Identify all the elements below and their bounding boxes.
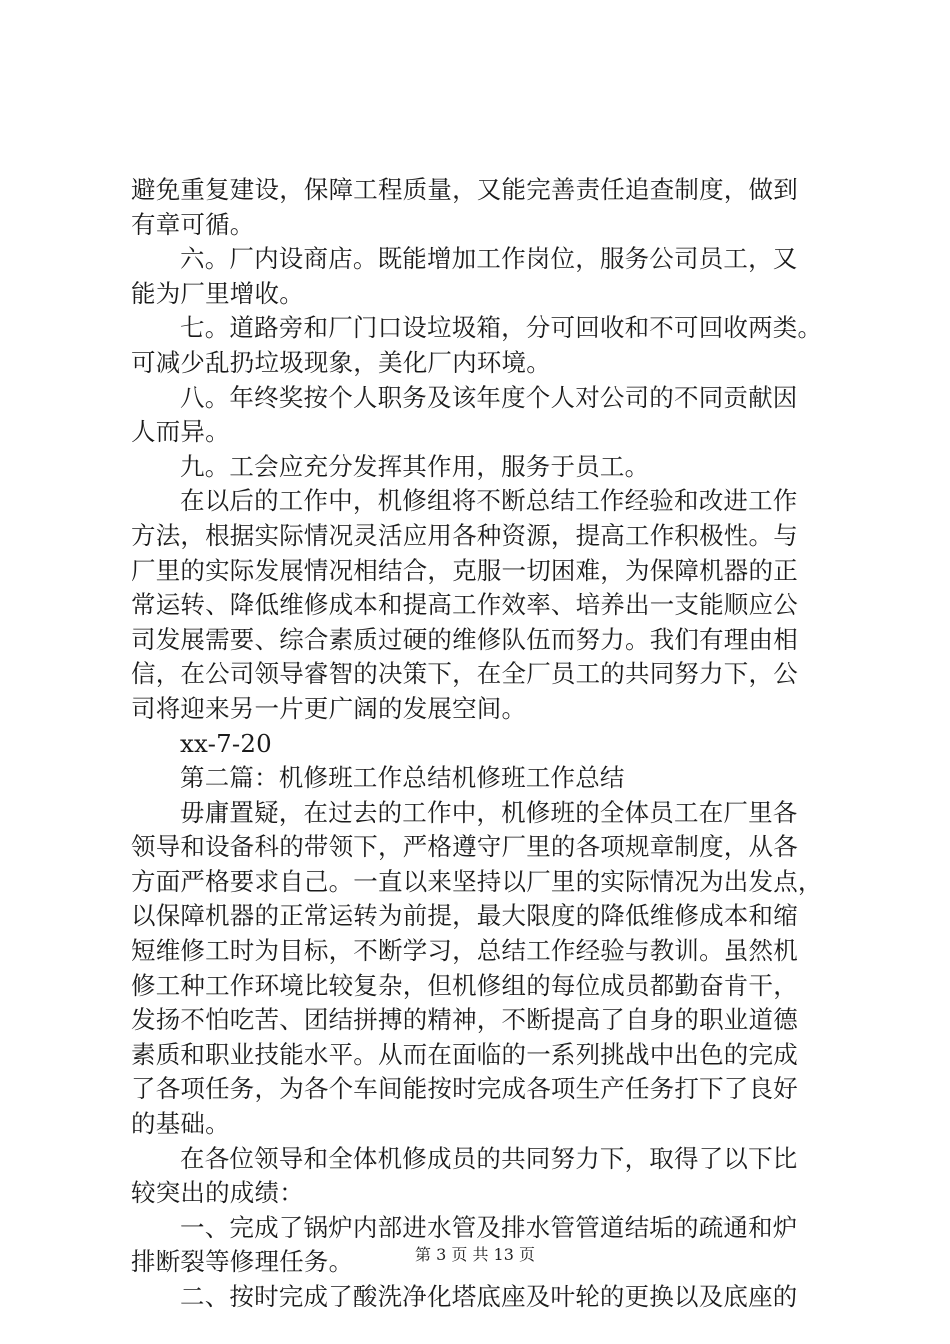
text-line: 短维修工时为目标，不断学习，总结工作经验与教训。虽然机 <box>131 936 798 966</box>
page-number-footer: 第 3 页 共 13 页 <box>415 1245 535 1264</box>
text-line: 司发展需要、综合素质过硬的维修队伍而努力。我们有理由相 <box>131 624 798 654</box>
text-line: 人而异。 <box>131 417 230 447</box>
text-line: 较突出的成绩： <box>131 1178 304 1208</box>
text-line: 领导和设备科的带领下，严格遵守厂里的各项规章制度，从各 <box>131 832 798 862</box>
text-line: 方面严格要求自己。一直以来坚持以厂里的实际情况为出发点， <box>131 866 823 896</box>
text-line: 的基础。 <box>131 1109 230 1139</box>
text-line: 在以后的工作中，机修组将不断总结工作经验和改进工作 <box>180 486 798 516</box>
text-line: 九。工会应充分发挥其作用，服务于员工。 <box>180 451 650 481</box>
text-line: xx-7-20 <box>180 728 272 758</box>
text-line: 有章可循。 <box>131 209 255 239</box>
text-line: 毋庸置疑，在过去的工作中，机修班的全体员工在厂里各 <box>180 797 798 827</box>
text-line: 在各位领导和全体机修成员的共同努力下，取得了以下比 <box>180 1143 798 1173</box>
text-line: 了各项任务，为各个车间能按时完成各项生产任务打下了良好 <box>131 1074 798 1104</box>
text-line: 一、完成了锅炉内部进水管及排水管管道结垢的疏通和炉 <box>180 1212 798 1242</box>
text-line: 信，在公司领导睿智的决策下，在全厂员工的共同努力下，公 <box>131 659 798 689</box>
text-line: 以保障机器的正常运转为前提，最大限度的降低维修成本和缩 <box>131 901 798 931</box>
text-line: 素质和职业技能水平。从而在面临的一系列挑战中出色的完成 <box>131 1039 798 1069</box>
text-line: 八。年终奖按个人职务及该年度个人对公司的不同贡献因 <box>180 382 798 412</box>
text-line: 可减少乱扔垃圾现象，美化厂内环境。 <box>131 347 551 377</box>
text-line: 第二篇：机修班工作总结机修班工作总结 <box>180 763 625 793</box>
text-line: 方法，根据实际情况灵活应用各种资源，提高工作积极性。与 <box>131 520 798 550</box>
text-line: 常运转、降低维修成本和提高工作效率、培养出一支能顺应公 <box>131 590 798 620</box>
document-body <box>131 173 836 1315</box>
text-line: 排断裂等修理任务。 <box>131 1247 354 1277</box>
text-line: 发扬不怕吃苦、团结拼搏的精神，不断提高了自身的职业道德 <box>131 1005 798 1035</box>
text-line: 七。道路旁和厂门口设垃圾箱，分可回收和不可回收两类。 <box>180 313 823 343</box>
text-line: 能为厂里增收。 <box>131 278 304 308</box>
text-line: 修工种工作环境比较复杂，但机修组的每位成员都勤奋肯干， <box>131 970 798 1000</box>
text-line: 六。厂内设商店。既能增加工作岗位，服务公司员工，又 <box>180 244 798 274</box>
text-line: 二、按时完成了酸洗净化塔底座及叶轮的更换以及底座的 <box>180 1282 798 1311</box>
text-line: 司将迎来另一片更广阔的发展空间。 <box>131 693 527 723</box>
text-line: 厂里的实际发展情况相结合，克服一切困难，为保障机器的正 <box>131 555 798 585</box>
text-line: 避免重复建设，保障工程质量，又能完善责任追查制度，做到 <box>131 175 798 204</box>
